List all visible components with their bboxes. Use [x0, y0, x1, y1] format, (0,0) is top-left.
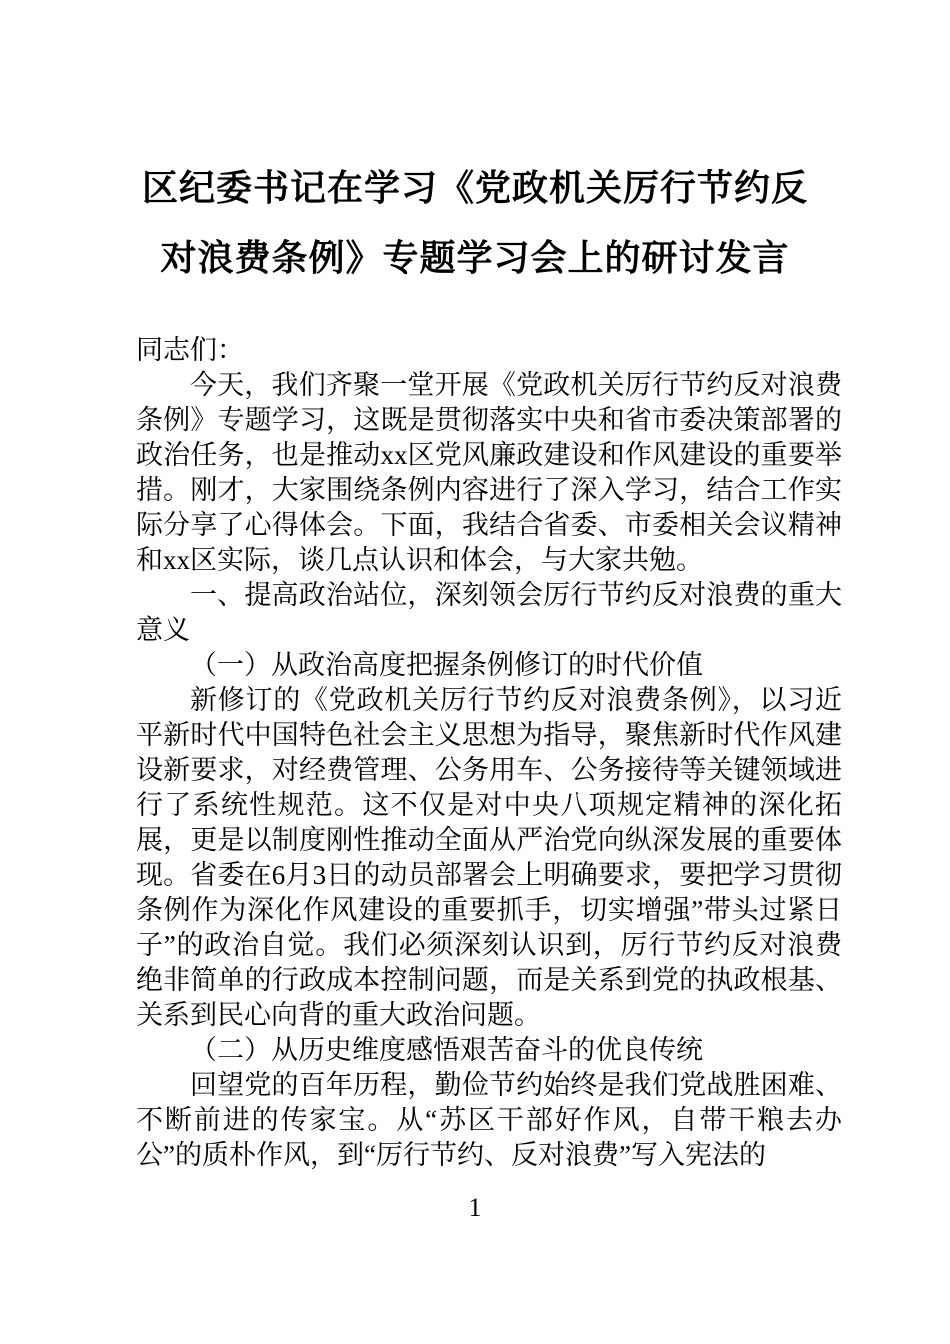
- heading-section-1: 一、提高政治站位，深刻领会厉行节约反对浪费的重大意义: [136, 580, 842, 645]
- heading-subsection-1: （一）从政治高度把握条例修订的时代价值: [190, 650, 703, 680]
- document-title: [0, 0, 950, 293]
- heading-subsection-2: （二）从历史维度感悟艰苦奋斗的优良传统: [190, 1035, 703, 1065]
- salutation: 同志们：: [136, 335, 244, 365]
- page-number: 1: [468, 1193, 482, 1222]
- paragraph-intro: 今天，我们齐聚一堂开展《党政机关厉行节约反对浪费条例》专题学习，这既是贯彻落实中央和省市委决策部署的政治任务，也是推动xx区党风廉政建设和作风建设的重要举措。刚才，大家围绕条例内容进行了深入学习，结合工作实际分享了心得体会。下面，我结合省委、市委相关会议精神和xx区实际，谈几点认识和体会，与大家共勉。: [136, 370, 842, 575]
- document-title-line-1: 区纪委书记在学习《党政机关厉行节约反: [141, 167, 808, 208]
- paragraph-body-2: 回望党的百年历程，勤俭节约始终是我们党战胜困难、不断前进的传家宝。从“苏区干部好作风，自带干粮去办公”的质朴作风，到“厉行节约、反对浪费”写入宪法的: [136, 1070, 842, 1170]
- document-body: [0, 333, 950, 1173]
- paragraph-body-1: 新修订的《党政机关厉行节约反对浪费条例》，以习近平新时代中国特色社会主义思想为指导，聚焦新时代作风建设新要求，对经费管理、公务用车、公务接待等关键领域进行了系统性规范。这不仅是对中央八项规定精神的深化拓展，更是以制度刚性推动全面从严治党向纵深发展的重要体现。省委在6月3日的动员部署会上明确要求，要把学习贯彻条例作为深化作风建设的重要抓手，切实增强”带头过紧日子”的政治自觉。我们必须深刻认识到，厉行节约反对浪费绝非简单的行政成本控制问题，而是关系到党的执政根基、关系到民心向背的重大政治问题。: [136, 685, 842, 1030]
- document-title-line-2: 对浪费条例》专题学习会上的研讨发言: [160, 237, 790, 278]
